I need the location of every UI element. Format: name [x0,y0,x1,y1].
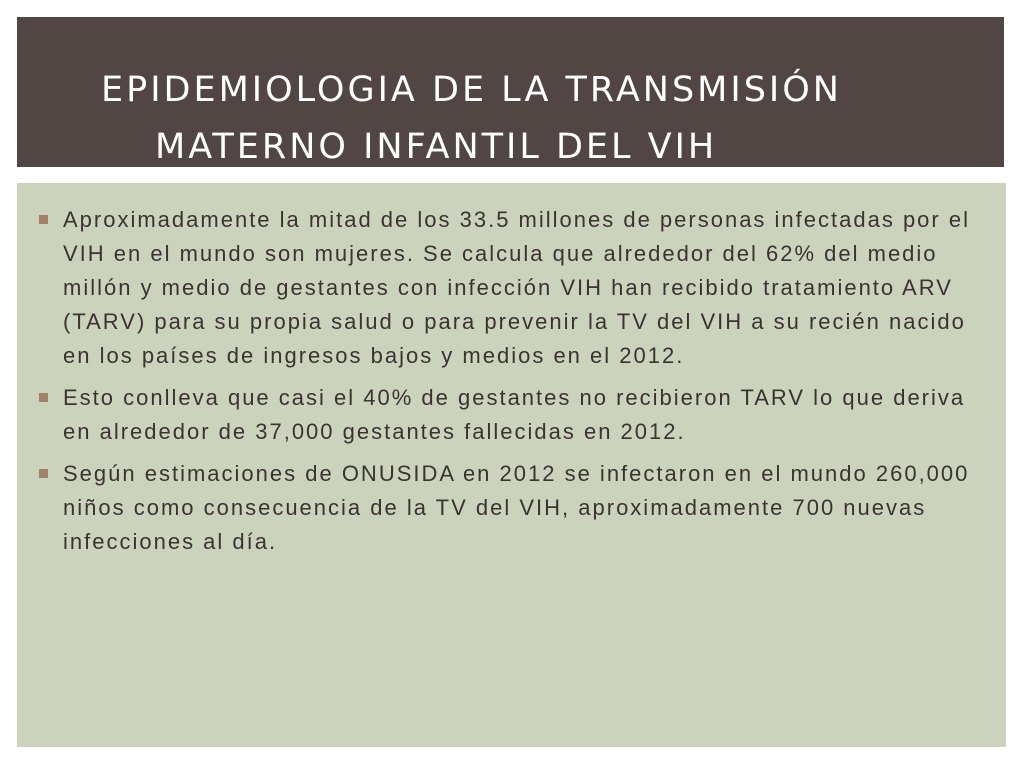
title-bar [17,17,1004,167]
bullet-text: Esto conlleva que casi el 40% de gestantes no recibieron TARV lo que deriva en alrededor de 37,000 gestantes fallecidas en 2012. [63,385,966,444]
bullet-item [39,381,984,449]
bullet-item [39,203,984,373]
square-bullet-icon [39,215,48,224]
square-bullet-icon [39,393,48,402]
bullet-text: Aproximadamente la mitad de los 33.5 millones de personas infectadas por el VIH en el mundo son mujeres. Se calcula que alrededor del 62% del medio millón y medio de gestantes con infección VIH han recibido tratamiento ARV (TARV) para su propia salud o para prevenir la TV del VIH a su recién nacido en los países de ingresos bajos y medios en el 2012. [63,207,970,368]
slide-title-line-1: EPIDEMIOLOGIA DE LA TRANSMISIÓN [101,70,842,110]
bullet-text: Según estimaciones de ONUSIDA en 2012 se infectaron en el mundo 260,000 niños como consecuencia de la TV del VIH, aproximadamente 700 nuevas infecciones al día. [63,461,970,554]
content-panel [17,183,1006,747]
bullet-item [39,457,984,559]
slide-title-line-2: MATERNO INFANTIL DEL VIH [155,127,718,167]
square-bullet-icon [39,469,48,478]
bullet-list [39,203,984,567]
